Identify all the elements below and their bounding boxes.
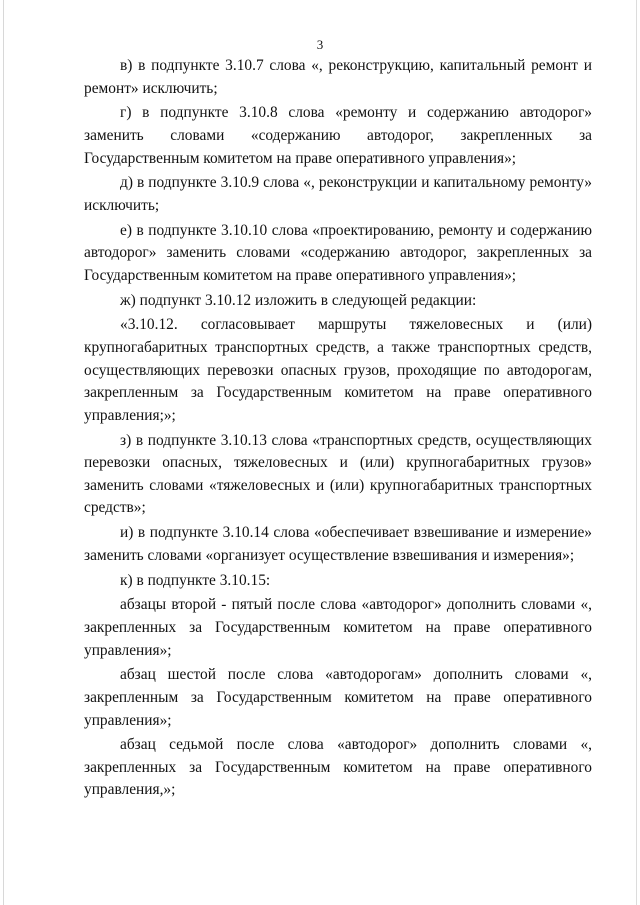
paragraph-v: в) в подпункте 3.10.7 слова «, реконструкцию, капитальный ремонт и ремонт» исключить; xyxy=(84,57,592,97)
paragraph-abzats-7: абзац седьмой после слова «автодорог» дополнить словами «, закрепленных за Государственным комитетом на праве оперативного управления,»; xyxy=(84,736,592,799)
paragraph-3-10-12-text: «3.10.12. согласовывает маршруты тяжеловесных и (или) крупногабаритных транспортных средств, а также транспортных средств, осуществляющих перевозки опасных грузов, проходящие по автодорогам, закрепленным за Государственным комитетом на праве оперативного управления;»; xyxy=(84,316,592,424)
paragraph-d: д) в подпункте 3.10.9 слова «, реконструкции и капитальному ремонту» исключить; xyxy=(84,174,592,214)
page-left-edge xyxy=(3,0,4,905)
document-body xyxy=(84,55,592,802)
page-right-edge xyxy=(636,0,637,905)
paragraph-i: и) в подпункте 3.10.14 слова «обеспечивает взвешивание и измерение» заменить словами «организует осуществление взвешивания и измерения»; xyxy=(84,524,592,564)
page-number: 3 xyxy=(316,37,324,52)
paragraph-e: е) в подпункте 3.10.10 слова «проектированию, ремонту и содержанию автодорог» заменить словами «содержанию автодорог, закрепленных за Государственным комитетом на праве оперативного управления»; xyxy=(84,221,592,284)
paragraph-zh: ж) подпункт 3.10.12 изложить в следующей редакции: xyxy=(120,291,477,309)
paragraph-z: з) в подпункте 3.10.13 слова «транспортных средств, осуществляющих перевозки опасных, тяжеловесных и (или) крупногабаритных грузов» заменить словами «тяжеловесных и (или) крупногабаритных транспортных средств»; xyxy=(84,431,592,517)
paragraph-abzatsy-2-5: абзацы второй - пятый после слова «автодорог» дополнить словами «, закрепленных за Государственным комитетом на праве оперативного управления»; xyxy=(84,596,592,659)
paragraph-abzats-6: абзац шестой после слова «автодорогам» дополнить словами «, закрепленным за Государственным комитетом на праве оперативного управления»; xyxy=(84,666,592,729)
paragraph-k: к) в подпункте 3.10.15: xyxy=(120,571,271,589)
paragraph-g: г) в подпункте 3.10.8 слова «ремонту и содержанию автодорог» заменить словами «содержанию автодорог, закрепленных за Государственным комитетом на праве оперативного управления»; xyxy=(84,104,592,167)
